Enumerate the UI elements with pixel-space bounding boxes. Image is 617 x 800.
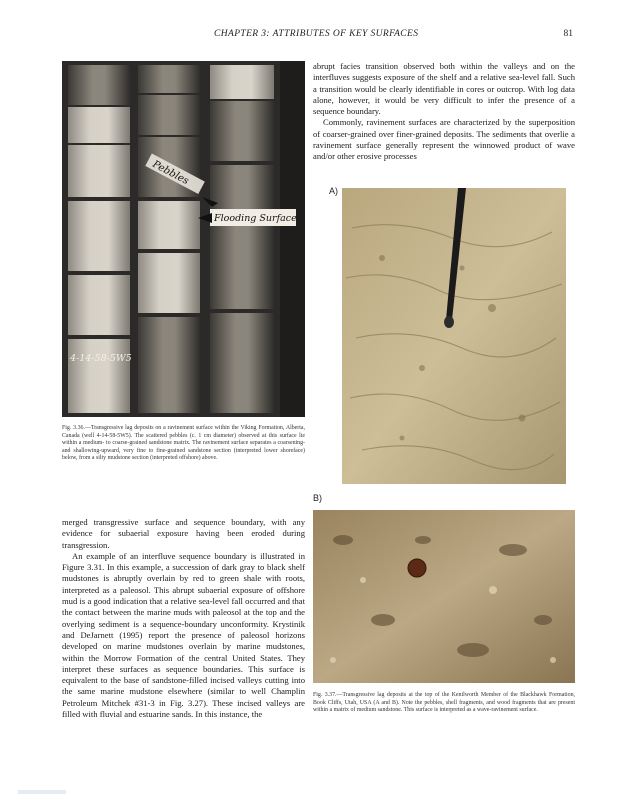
core-column-3: [210, 65, 274, 413]
figure-label-b: B): [313, 493, 322, 503]
scan-footer-mark: [18, 790, 66, 794]
outcrop-photo-a: [342, 188, 566, 484]
outcrop-photo-b: [313, 510, 575, 683]
left-column-text-bottom: [62, 517, 305, 720]
page-header: [0, 29, 617, 43]
figure-3-36-caption: Fig. 3.36.—Transgressive lag deposits on a ravinement surface within the Viking Formation, Alberta, Canada (well 4-14-58-5W5). The scattered pebbles (c. 1 cm diameter) observed at this surface lie within a medium- to coarse-grained sandstone matrix. The ravinement surface separates a coarsening- and shallowing-upward, very fine to fine-grained sandstone section (interpreted lower shoreface) below, from a silty mudstone section (interpreted offshore) above.: [62, 425, 305, 462]
right-column-text-top: [313, 61, 575, 163]
core-photo-figure-3-36: [62, 61, 305, 417]
flooding-surface-label: Flooding Surface: [214, 213, 297, 224]
well-id-annotation: [69, 353, 132, 364]
figure-3-37-caption: Fig. 3.37.—Transgressive lag deposits at the top of the Kenilworth Member of the Blackhawk Formation, Book Cliffs, Utah, USA (A and B). Note the pebbles, shell fragments, and wood fragments that are present within a matrix of medium sandstone. This surface is interpreted as a wave-ravinement surface.: [313, 692, 575, 714]
paragraph: Commonly, ravinement surfaces are characterized by the superposition of coarser-grained over finer-grained deposits. The sediments that overlie a ravinement surface generally represent the winnowed product of wave and/or other erosive processes: [313, 117, 575, 162]
coin-scale-icon: [408, 559, 426, 577]
paragraph: An example of an interfluve sequence boundary is illustrated in Figure 3.31. In this example, a succession of dark gray to black shelf mudstones is abruptly overlain by red to green shale with roots, interpreted as a paleosol. This abrupt subaerial exposure of offshore mud is a good indication that a relative sea-level fall occurred and that the contact between the marine muds with paleosol at the top and the overlying sediment is a sequence-boundary unconformity. Krystinik and DeJarnett (1995) report the presence of paleosol horizons developed on marine mudstones overlain by marine mudstones, within the Morrow Formation of the central United States. They interpret these surfaces as sequence boundaries. This surface is equivalent to the base of sandstone-filled incised valleys cutting into the same marine mudstone elsewhere (similar to well Champlin Petroleum Mitchek #31-3 in Fig. 3.27). These incised valleys are filled with fluvial and estuarine sands. In this instance, the: [62, 550, 305, 720]
page-number: 81: [563, 29, 573, 39]
pebbles-label: Pebbles: [150, 158, 191, 188]
paragraph: merged transgressive surface and sequence boundary, with any evidence for subaerial exposure having been eroded during transgression.: [62, 517, 305, 550]
paragraph: abrupt facies transition observed both within the valleys and on the interfluves suggests exposure of the shelf and a relative sea-level fall. Such a transition would be clearly identifiable in cores or outcrop. With log data alone, however, it would be very difficult to infer the presence of a sequence boundary.: [313, 61, 575, 117]
running-title: CHAPTER 3: ATTRIBUTES OF KEY SURFACES: [214, 29, 419, 39]
well-id-label: 4-14-58-5W5: [70, 353, 132, 364]
figure-label-a: A): [329, 186, 338, 196]
flooding-surface-annotation: [198, 209, 297, 226]
core-column-2: [138, 65, 200, 413]
